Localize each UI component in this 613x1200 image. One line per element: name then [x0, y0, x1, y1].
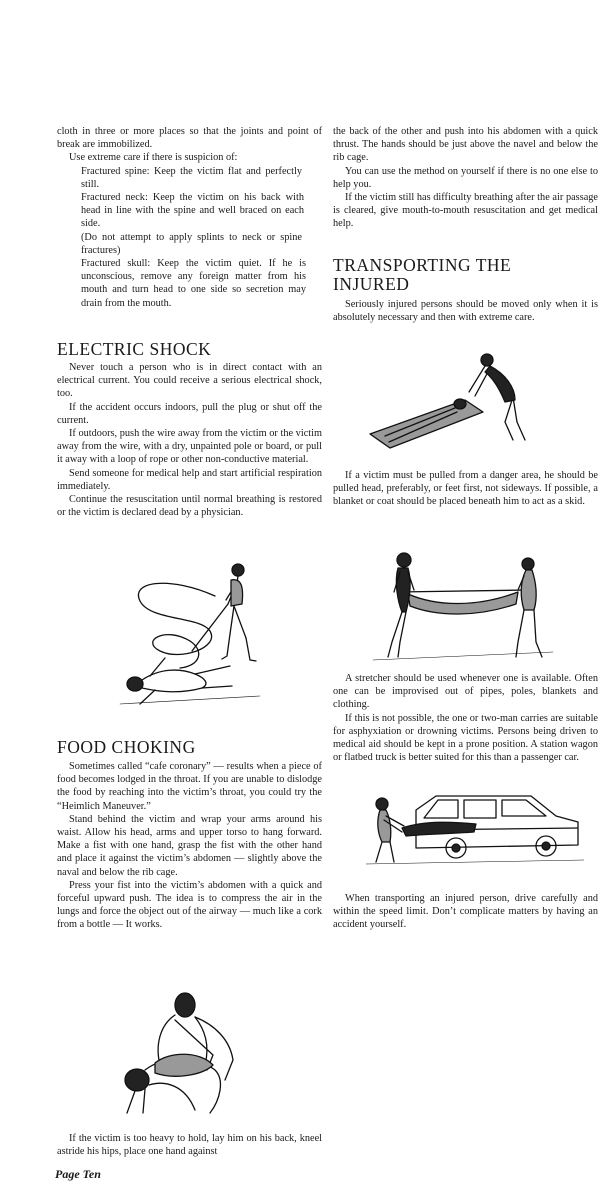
page-number: Page Ten [55, 1167, 101, 1181]
body-text: If outdoors, push the wire away from the victim or the victim away from the wire, with a dry, unpainted pole or board, or pull it away with a loop of rope or other non-conductive material. [57, 428, 322, 466]
heading-line: INJURED [333, 274, 410, 294]
body-text: You can use the method on yourself if there is no one else to help you. [333, 165, 598, 190]
body-text: the back of the other and push into his abdomen with a quick thrust. The hands should be just above the navel and below the rib cage. [333, 126, 598, 164]
body-text: Use extreme care if there is suspicion of: [69, 152, 238, 164]
right-intro-block [333, 125, 598, 231]
body-text: Stand behind the victim and wrap your arms around his waist. Allow his head, arms and upper torso to hang forward. Make a fist with one hand, grasp the fist with the other hand and place it against the victim’s abdomen — slightly above the naval and below the rib cage. [57, 813, 322, 878]
body-text: Fractured neck: Keep the victim on his back with head in line with the spine and well braced on each side. [81, 192, 304, 230]
body-text: Sometimes called “cafe coronary” — results when a piece of food becomes lodged in the throat. If you are unable to dislodge the food by reaching into the victim’s throat, you could try the “Heimlich Maneuver.” [57, 761, 322, 812]
electric-shock-illustration [110, 556, 280, 716]
body-text: Fractured spine: Keep the victim flat and perfectly still. [81, 165, 302, 190]
heading-line: TRANSPORTING THE [333, 255, 512, 275]
body-text: (Do not attempt to apply splints to neck or spine fractures) [81, 231, 302, 256]
body-text: cloth in three or more places so that the joints and point of break are immobilized. [57, 126, 322, 151]
stretcher-carry-illustration [368, 552, 558, 667]
body-text: Fractured skull: Keep the victim quiet. If he is unconscious, remove any foreign matter from his mouth and turn head to one side so secretion may drain from the mouth. [81, 258, 306, 309]
body-text: When transporting an injured person, drive carefully and within the speed limit. Don’t complicate matters by having an accident yourself. [333, 893, 598, 931]
section-heading-food-choking: FOOD CHOKING [57, 737, 196, 757]
transporting-text-4 [333, 892, 598, 932]
section-heading-electric-shock: ELECTRIC SHOCK [57, 339, 212, 359]
body-text: Send someone for medical help and start artificial respiration immediately. [57, 467, 322, 492]
body-text: Never touch a person who is in direct contact with an electrical current. You could receive a serious electrical shock, too. [57, 362, 322, 400]
section-heading-transporting [333, 256, 511, 294]
body-text: Press your fist into the victim’s abdomen with a quick and forceful upward push. The idea is to compress the air in the lungs and force the object out of the airway — much like a cork from a bottle — It works. [57, 879, 322, 931]
body-text: Continue the resuscitation until normal breathing is restored or the victim is declared dead by a physician. [57, 494, 322, 519]
food-choking-text [57, 760, 322, 932]
body-text: Seriously injured persons should be moved only when it is absolutely necessary and then with extreme care. [333, 299, 598, 324]
left-intro-block [57, 125, 322, 310]
transporting-text-3 [333, 672, 598, 764]
body-text: A stretcher should be used whenever one is available. Often one can be improvised out of pipes, poles, blankets and clothing. [333, 673, 598, 711]
body-text: If a victim must be pulled from a danger area, he should be pulled head, preferably, or feet first, not sideways. If possible, a blanket or coat should be placed beneath him to act as a skid. [333, 470, 598, 508]
electric-shock-text [57, 361, 322, 519]
station-wagon-illustration [366, 790, 584, 870]
heimlich-maneuver-illustration [115, 985, 265, 1120]
body-text: If the victim is too heavy to hold, lay him on his back, kneel astride his hips, place one hand against [57, 1133, 322, 1158]
body-text: If this is not possible, the one or two-man carries are suitable for asphyxiation or drowning victims. Persons being driven to medical aid should be kept in a prone position. A station wagon or flatbed truck is better suited for this than a passenger car. [333, 712, 598, 764]
blanket-drag-illustration [365, 352, 540, 452]
transporting-text-1 [333, 298, 598, 324]
body-text: If the victim still has difficulty breathing after the air passage is cleared, give mouth-to-mouth resuscitation and get medical help. [333, 192, 598, 230]
left-closing-text [57, 1132, 322, 1158]
transporting-text-2 [333, 469, 598, 509]
body-text: If the accident occurs indoors, pull the plug or shut off the current. [57, 401, 322, 426]
